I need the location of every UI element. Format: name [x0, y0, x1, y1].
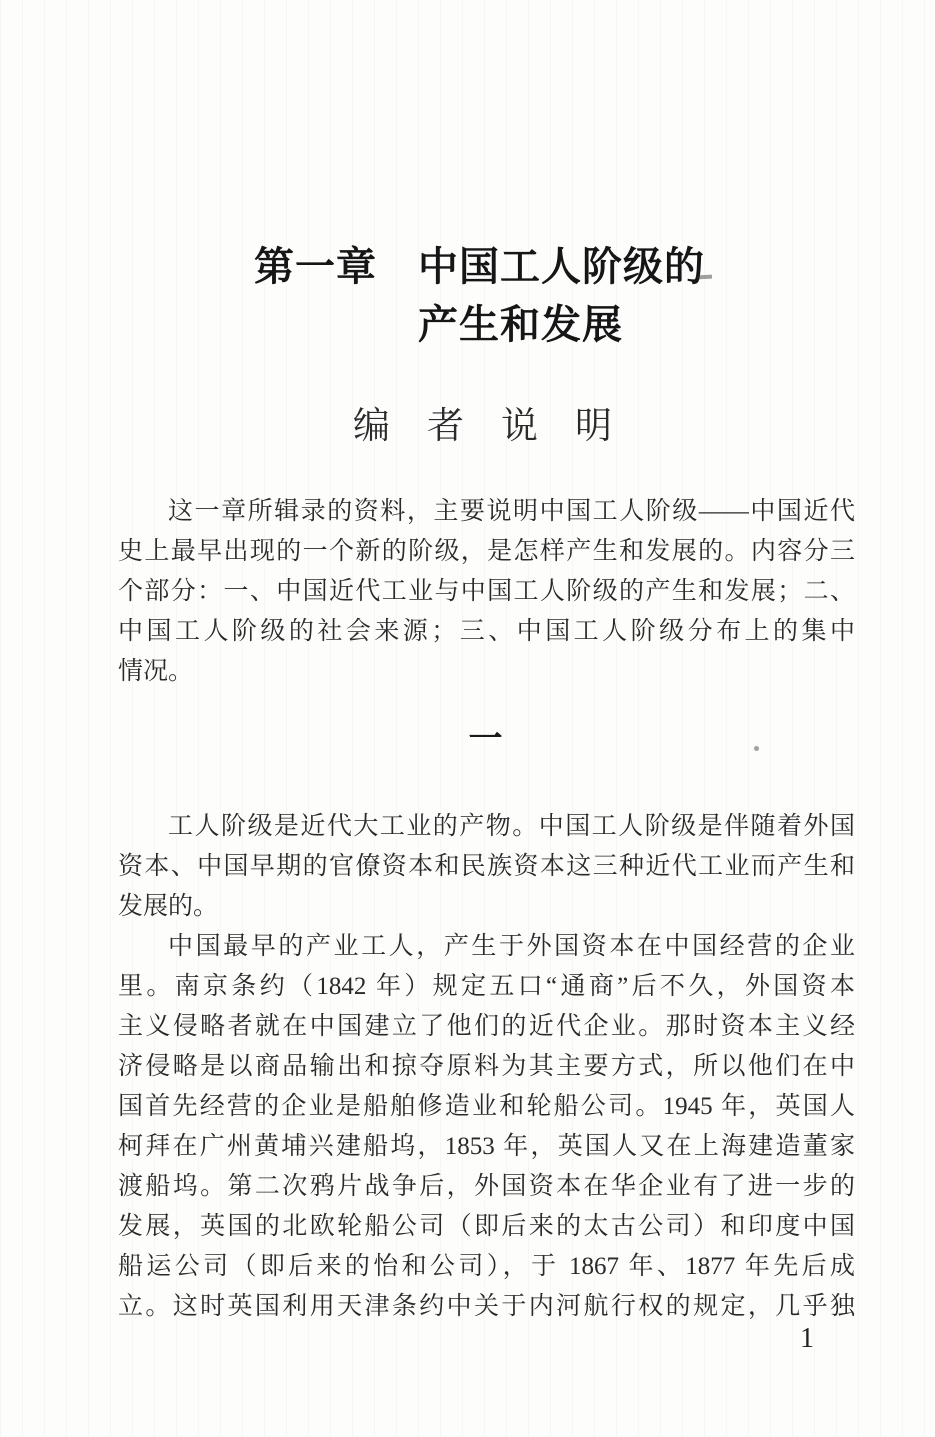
text-line: 资本、中国早期的官僚资本和民族资本这三种近代工业而产生和 [118, 853, 855, 880]
text-line: 柯拜在广州黄埔兴建船坞，1853 年，英国人又在上海建造董家 [118, 1133, 855, 1160]
text-line: 个部分：一、中国近代工业与中国工人阶级的产生和发展；二、 [118, 578, 855, 605]
chapter-title-line-2: 产生和发展 [418, 303, 623, 347]
scan-speck-dot [754, 746, 759, 751]
text-line: 主义侵略者就在中国建立了他们的近代企业。那时资本主义经 [118, 1013, 855, 1040]
text-line: 发展，英国的北欧轮船公司（即后来的太古公司）和印度中国 [118, 1213, 855, 1240]
editors-note-paragraph [118, 492, 855, 692]
chapter-title-line-1: 第一章 中国工人阶级的 [254, 245, 705, 289]
body-paragraph-2 [118, 927, 855, 1327]
body-paragraph-1 [118, 807, 855, 927]
section-number: 一 [468, 720, 503, 758]
text-line: 立。这时英国利用天津条约中关于内河航行权的规定，几乎独 [118, 1293, 855, 1320]
text-line: 里。南京条约（1842 年）规定五口“通商”后不久，外国资本 [118, 973, 855, 1000]
text-line: 史上最早出现的一个新的阶级，是怎样产生和发展的。内容分三 [118, 538, 855, 565]
text-line: 国首先经营的企业是船舶修造业和轮船公司。1945 年，英国人 [118, 1093, 855, 1120]
page-number: 1 [800, 1323, 814, 1354]
text-line: 这一章所辑录的资料，主要说明中国工人阶级——中国近代 [168, 498, 855, 525]
text-line: 中国工人阶级的社会来源；三、中国工人阶级分布上的集中 [118, 618, 855, 645]
scan-speck-dash [697, 275, 712, 280]
editors-note-heading: 编 者 说 明 [353, 406, 612, 447]
text-line: 发展的。 [118, 893, 219, 920]
text-line: 情况。 [118, 658, 194, 685]
chapter-title [0, 238, 935, 354]
text-line: 工人阶级是近代大工业的产物。中国工人阶级是伴随着外国 [168, 813, 855, 840]
text-line: 船运公司（即后来的怡和公司），于 1867 年、1877 年先后成 [118, 1253, 855, 1280]
text-line: 济侵略是以商品输出和掠夺原料为其主要方式，所以他们在中 [118, 1053, 855, 1080]
text-line: 渡船坞。第二次鸦片战争后，外国资本在华企业有了进一步的 [118, 1173, 855, 1200]
text-line: 中国最早的产业工人，产生于外国资本在中国经营的企业 [168, 933, 855, 960]
